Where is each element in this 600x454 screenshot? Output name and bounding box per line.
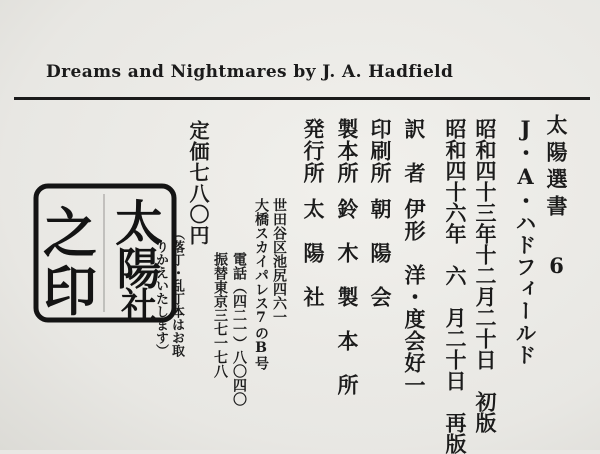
publisher-label: 発行所: [301, 118, 326, 184]
publisher-address-line-1: 世田谷区池尻四六一: [271, 198, 287, 324]
translator-names: 伊形 洋・度会好一: [402, 198, 427, 396]
replacement-note-line-2: りかえいたします）: [153, 240, 168, 357]
author-name: J・A・ハドフィールド: [513, 116, 538, 366]
publisher-phone: 電話（四二一）八〇四〇: [231, 252, 247, 406]
binder-line: [337, 118, 358, 396]
horizontal-rule: [14, 97, 590, 100]
publisher-seal-stamp: [30, 178, 180, 328]
translator-line: [404, 118, 425, 396]
seal-char-5: 印: [43, 260, 97, 323]
seal-char-1: 太: [114, 196, 164, 252]
printer-label: 印刷所: [368, 118, 393, 184]
postal-transfer-account: 振替東京三七一七八: [212, 252, 228, 378]
replacement-note-line-1: （落丁・乱丁本はお取: [169, 227, 184, 357]
publisher-name: 太 陽 社: [301, 198, 326, 308]
seal-char-3: 社: [120, 286, 158, 327]
english-title: Dreams and Nightmares by J. A. Hadfield: [46, 62, 454, 82]
publisher-address-line-2: 大橋スカイパレス7のB号: [253, 198, 269, 370]
seal-char-4: 之: [43, 202, 97, 265]
printer-name: 朝 陽 会: [368, 198, 393, 308]
price: 定価七八〇円: [186, 120, 210, 246]
translator-label: 訳 者: [402, 118, 427, 184]
binder-name: 鈴 木 製 本 所: [335, 198, 360, 396]
first-edition-date: 昭和四十三年十二月二十日 初版: [473, 118, 498, 433]
binder-label: 製本所: [335, 118, 360, 184]
reprint-date: 昭和四十六年 六 月二十日 再版: [443, 118, 468, 454]
printer-line: [370, 118, 391, 308]
publisher-line: [303, 118, 324, 308]
series-title: 太陽選書 6: [544, 114, 569, 284]
seal-char-2: 陽: [117, 244, 161, 295]
